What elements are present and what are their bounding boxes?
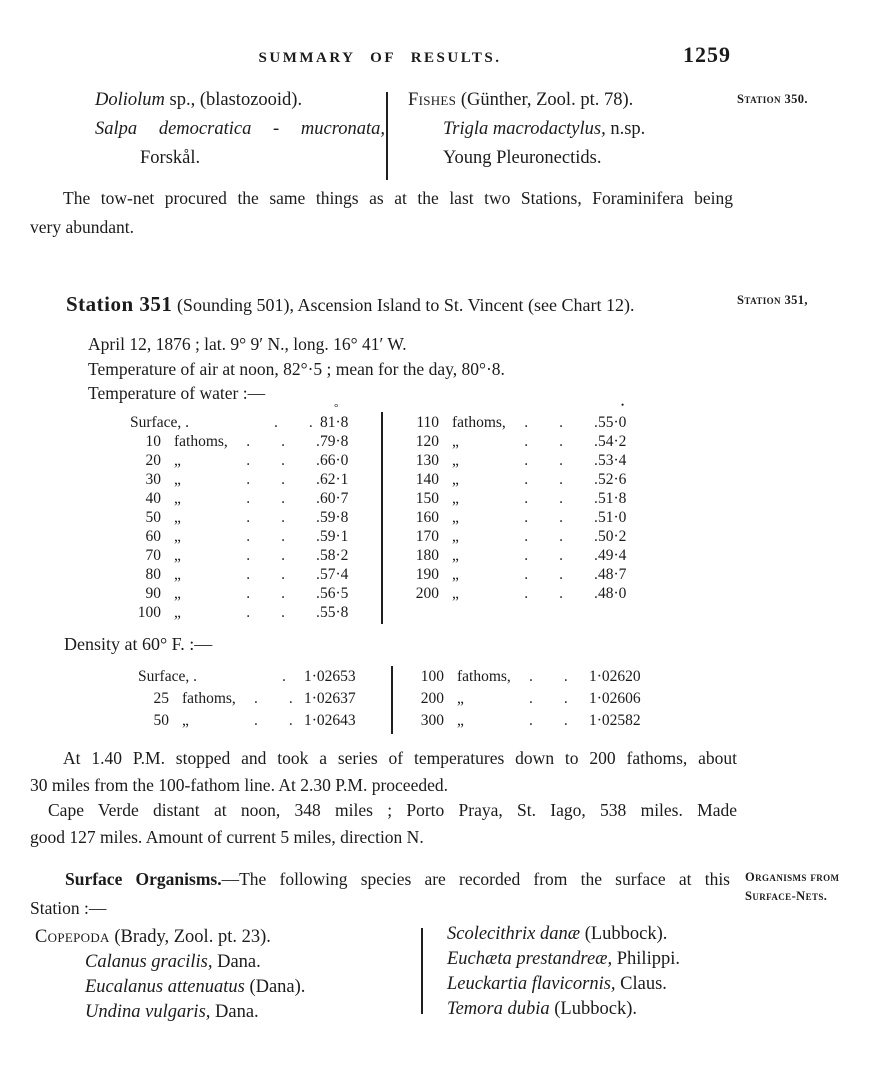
- temperature-row: [130, 528, 364, 547]
- species-line: [35, 950, 395, 975]
- margin-note-station-350: Station 350.: [737, 92, 808, 106]
- column-divider: [381, 412, 383, 624]
- depth-value: 10: [145, 433, 161, 450]
- margin-note-organisms: [745, 868, 880, 906]
- depth-unit: „: [174, 585, 181, 602]
- depth-unit: „: [452, 509, 459, 526]
- depth-unit: fathoms,: [182, 690, 236, 707]
- surface-organisms-lead: Surface Organisms.: [65, 869, 222, 889]
- depth-value: 110: [416, 414, 439, 431]
- degree-mark-left: °: [334, 402, 339, 414]
- depth-value: 150: [415, 490, 439, 507]
- townet-paragraph: [30, 184, 733, 242]
- depth-value: 20: [145, 452, 161, 469]
- temperature-value: 60·7: [320, 490, 349, 507]
- temperature-value: 55·0: [598, 414, 627, 431]
- species-line: [95, 144, 385, 173]
- temperature-row: [408, 433, 642, 452]
- temperature-value: 56·5: [320, 585, 349, 602]
- paragraph-line: Cape Verde distant at noon, 348 miles ; Porto Praya, St. Iago, 538 miles. Made: [48, 800, 737, 820]
- depth-value: 130: [415, 452, 439, 469]
- species-authority: (Lubbock).: [580, 924, 668, 944]
- depth-value: 160: [415, 509, 439, 526]
- temperature-row: [130, 547, 364, 566]
- water-temperature-label: Temperature of water :—: [88, 383, 266, 403]
- temperature-row: [130, 414, 364, 433]
- paragraph-text: —The following species are recorded from the surface at this: [221, 869, 730, 889]
- depth-unit: „: [452, 528, 459, 545]
- depth-value: 50: [145, 509, 161, 526]
- dot-leader: [246, 604, 320, 622]
- temperature-value: 52·6: [598, 471, 627, 488]
- dot-leader: [246, 585, 320, 603]
- temperature-row: [408, 528, 642, 547]
- dot-leader: [246, 471, 320, 489]
- margin-note-station-351: Station 351,: [737, 293, 808, 307]
- temperature-value: 51·8: [598, 490, 627, 507]
- density-row: [138, 712, 360, 734]
- dot-leader: [246, 528, 320, 546]
- running-head: SUMMARY OF RESULTS.: [258, 50, 502, 66]
- species-line: [447, 922, 767, 947]
- depth-value: 60: [145, 528, 161, 545]
- temperature-value: 58·2: [320, 547, 349, 564]
- species-authority: Young Pleuronectids.: [443, 148, 602, 168]
- temperature-row: [130, 471, 364, 490]
- species-line: [408, 115, 720, 144]
- density-heading: Density at 60° F. :—: [64, 634, 213, 654]
- species-name: Undina vulgaris,: [85, 1002, 211, 1022]
- dot-leader: [246, 433, 320, 451]
- margin-note-line: Surface-Nets.: [745, 889, 828, 903]
- depth-unit: „: [457, 712, 464, 729]
- dot-leader: [524, 490, 598, 508]
- column-divider: [386, 92, 388, 180]
- density-value: 1·02637: [304, 690, 356, 707]
- temperature-row: [408, 509, 642, 528]
- species-group-label: Fishes: [408, 90, 457, 110]
- depth-unit: „: [174, 452, 181, 469]
- organisms-list-right: [447, 922, 767, 1022]
- column-divider: [391, 666, 393, 734]
- margin-note-line: Organisms from: [745, 870, 840, 884]
- species-name: Leuckartia flavicornis,: [447, 974, 616, 994]
- species-name: Calanus gracilis,: [85, 952, 213, 972]
- distance-paragraph: [30, 797, 737, 851]
- depth-value: Surface, .: [130, 414, 189, 431]
- depth-value: 200: [415, 585, 439, 602]
- temperature-row: [408, 566, 642, 585]
- species-authority: Claus.: [615, 974, 667, 994]
- temperature-value: 49·4: [598, 547, 627, 564]
- depth-unit: „: [452, 547, 459, 564]
- dot-leader: [524, 452, 598, 470]
- dot-leader: [524, 566, 598, 584]
- species-name: Trigla macrodactylus,: [443, 119, 606, 139]
- station-heading-rest: (Sounding 501), Ascension Island to St. Vincent (see Chart 12).: [172, 295, 635, 315]
- species-name: Doliolum: [95, 90, 165, 110]
- dot-leader: [529, 712, 589, 730]
- depth-unit: „: [452, 566, 459, 583]
- temperature-row: [408, 585, 642, 604]
- degree-mark-right: •: [621, 400, 625, 410]
- species-authority: n.sp.: [605, 119, 646, 139]
- density-value: 1·02620: [589, 668, 641, 685]
- depth-value: 80: [145, 566, 161, 583]
- temperature-row: [130, 509, 364, 528]
- temperature-row: [130, 433, 364, 452]
- depth-value: 30: [145, 471, 161, 488]
- species-group-label: Copepoda: [35, 927, 110, 947]
- species-line: [447, 997, 767, 1022]
- dot-leader: [282, 668, 304, 686]
- depth-value: 200: [420, 690, 444, 707]
- dot-leader: [254, 712, 304, 730]
- depth-value: 50: [153, 712, 169, 729]
- paragraph-line: The tow-net procured the same things as at the last two Stations, Foraminifera being: [63, 188, 733, 208]
- depth-value: 120: [415, 433, 439, 450]
- dot-leader: [524, 585, 598, 603]
- temperature-value: 59·1: [320, 528, 349, 545]
- density-value: 1·02606: [589, 690, 641, 707]
- depth-value: Surface, .: [138, 668, 197, 685]
- density-row: [413, 668, 645, 690]
- species-authority: Dana.: [212, 952, 261, 972]
- temperature-value: 66·0: [320, 452, 349, 469]
- depth-unit: „: [452, 490, 459, 507]
- species-line: [408, 144, 720, 173]
- dot-leader: [524, 471, 598, 489]
- temperature-value: 81·8: [320, 414, 349, 431]
- density-row: [413, 690, 645, 712]
- depth-value: 100: [137, 604, 161, 621]
- depth-value: 140: [415, 471, 439, 488]
- depth-value: 40: [145, 490, 161, 507]
- temperature-row: [130, 566, 364, 585]
- species-name: Temora dubia: [447, 999, 550, 1019]
- species-line: [95, 115, 385, 144]
- depth-unit: „: [174, 528, 181, 545]
- temperature-value: 79·8: [320, 433, 349, 450]
- dot-leader: [246, 547, 320, 565]
- depth-unit: „: [174, 547, 181, 564]
- dot-leader: [524, 528, 598, 546]
- paragraph-line: very abundant.: [30, 217, 134, 237]
- temperature-value: 53·4: [598, 452, 627, 469]
- surface-organisms-paragraph: [30, 865, 730, 922]
- station-number: Station 351: [66, 292, 173, 316]
- species-authority: (Brady, Zool. pt. 23).: [109, 927, 271, 947]
- dot-leader: [524, 547, 598, 565]
- paragraph-line: [30, 865, 730, 894]
- water-temp-table-left: [130, 414, 364, 623]
- depth-value: 190: [415, 566, 439, 583]
- density-value: 1·02653: [304, 668, 356, 685]
- station-detail-lines: [88, 332, 505, 406]
- depth-unit: „: [452, 433, 459, 450]
- species-line: [447, 972, 767, 997]
- depth-unit: „: [174, 509, 181, 526]
- species-line: [447, 947, 767, 972]
- dot-leader: [246, 490, 320, 508]
- temperature-value: 55·8: [320, 604, 349, 621]
- temperature-value: 50·2: [598, 528, 627, 545]
- species-name: Scolecithrix danæ: [447, 924, 581, 944]
- species-line: [95, 86, 385, 115]
- page-number: 1259: [683, 42, 731, 67]
- dot-leader: [529, 690, 589, 708]
- depth-unit: „: [452, 471, 459, 488]
- species-authority: (Dana).: [244, 977, 306, 997]
- temperature-value: 48·0: [598, 585, 627, 602]
- depth-unit: fathoms,: [457, 668, 511, 685]
- temperature-value: 48·7: [598, 566, 627, 583]
- species-name: Eucalanus attenuatus: [85, 977, 245, 997]
- depth-value: 170: [415, 528, 439, 545]
- dot-leader: [246, 452, 320, 470]
- depth-unit: „: [457, 690, 464, 707]
- depth-unit: „: [182, 712, 189, 729]
- species-authority: (Lubbock).: [549, 999, 637, 1019]
- temperature-row: [130, 452, 364, 471]
- paragraph-line: good 127 miles. Amount of current 5 miles, direction N.: [30, 827, 424, 847]
- station-351-heading: [66, 292, 634, 317]
- depth-unit: fathoms,: [174, 433, 228, 450]
- dot-leader: [524, 509, 598, 527]
- air-temperature-line: Temperature of air at noon, 82°·5 ; mean for the day, 80°·8.: [88, 358, 505, 379]
- depth-value: 300: [420, 712, 444, 729]
- water-temp-table-right: [408, 414, 642, 604]
- temperature-value: 54·2: [598, 433, 627, 450]
- depth-value: 100: [420, 668, 444, 685]
- depth-unit: fathoms,: [452, 414, 506, 431]
- density-value: 1·02582: [589, 712, 641, 729]
- dot-leader: [246, 566, 320, 584]
- dot-leader: [274, 414, 320, 432]
- temperature-row: [408, 547, 642, 566]
- density-row: [138, 690, 360, 712]
- temperature-row: [408, 414, 642, 433]
- station-350-species-list-right: [408, 86, 720, 173]
- column-divider: [421, 928, 423, 1014]
- temperature-value: 62·1: [320, 471, 349, 488]
- species-line: [35, 925, 395, 950]
- temperature-row: [408, 490, 642, 509]
- temperature-row: [130, 490, 364, 509]
- depth-unit: „: [174, 604, 181, 621]
- temperature-value: 57·4: [320, 566, 349, 583]
- station-350-species-list-left: [95, 86, 385, 173]
- depth-unit: „: [174, 471, 181, 488]
- density-row: [413, 712, 645, 734]
- dot-leader: [524, 414, 598, 432]
- paragraph-line: At 1.40 P.M. stopped and took a series of temperatures down to 200 fathoms, about: [63, 748, 737, 768]
- temperature-row: [130, 604, 364, 623]
- dot-leader: [246, 509, 320, 527]
- depth-value: 25: [153, 690, 169, 707]
- temperature-row: [130, 585, 364, 604]
- paragraph-line: 30 miles from the 100-fathom line. At 2.30 P.M. proceeded.: [30, 775, 448, 795]
- species-line: [35, 1000, 395, 1025]
- species-name: Salpa democratica - mucronata,: [95, 119, 385, 139]
- dot-leader: [529, 668, 589, 686]
- date-position-line: April 12, 1876 ; lat. 9° 9′ N., long. 16° 41′ W.: [88, 334, 407, 354]
- temperature-row: [408, 452, 642, 471]
- depth-value: 180: [415, 547, 439, 564]
- density-row: [138, 668, 360, 690]
- depth-value: 90: [145, 585, 161, 602]
- species-authority: Dana.: [210, 1002, 259, 1022]
- density-table-left: [138, 668, 360, 734]
- species-authority: (Günther, Zool. pt. 78).: [456, 90, 634, 110]
- species-line: [35, 975, 395, 1000]
- species-authority: Forskål.: [140, 148, 201, 168]
- copepoda-list: [35, 925, 395, 1025]
- dot-leader: [524, 433, 598, 451]
- temperature-value: 59·8: [320, 509, 349, 526]
- temperature-series-paragraph: [30, 745, 737, 799]
- density-table-right: [413, 668, 645, 734]
- dot-leader: [254, 690, 304, 708]
- temperature-row: [408, 471, 642, 490]
- density-value: 1·02643: [304, 712, 356, 729]
- species-authority: Philippi.: [612, 949, 680, 969]
- depth-value: 70: [145, 547, 161, 564]
- depth-unit: „: [452, 585, 459, 602]
- depth-unit: „: [452, 452, 459, 469]
- depth-unit: „: [174, 566, 181, 583]
- depth-unit: „: [174, 490, 181, 507]
- species-authority: sp., (blastozooid).: [164, 90, 303, 110]
- species-name: Euchæta prestandreæ,: [447, 949, 613, 969]
- temperature-value: 51·0: [598, 509, 627, 526]
- paragraph-line: Station :—: [30, 897, 107, 918]
- species-line: [408, 86, 720, 115]
